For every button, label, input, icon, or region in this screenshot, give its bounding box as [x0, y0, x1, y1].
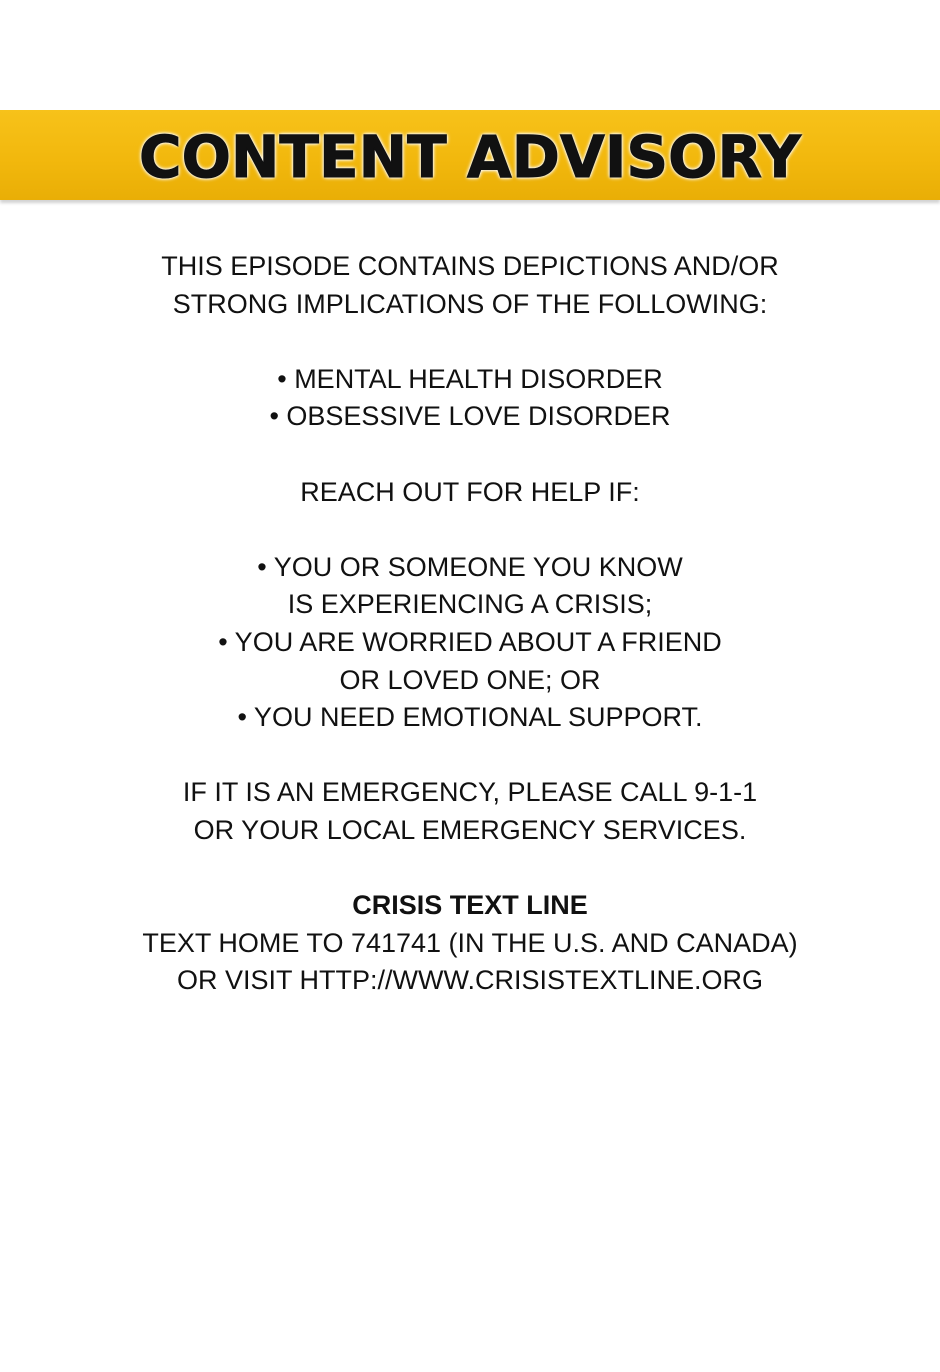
spacer — [0, 323, 940, 361]
spacer — [0, 737, 940, 775]
crisis-text-line-block — [0, 887, 940, 1000]
spacer — [0, 436, 940, 474]
topic-item: • MENTAL HEALTH DISORDER — [277, 363, 663, 394]
help-condition-line: • YOU OR SOMEONE YOU KNOW — [257, 551, 683, 582]
crisis-url: OR VISIT HTTP://WWW.CRISISTEXTLINE.ORG — [176, 965, 764, 996]
help-condition-line: OR LOVED ONE; OR — [339, 664, 601, 695]
spacer — [0, 511, 940, 549]
crisis-heading: CRISIS TEXT LINE — [352, 890, 588, 921]
intro-text — [0, 248, 940, 323]
banner-title: CONTENT ADVISORY — [139, 123, 801, 191]
help-conditions-list — [0, 549, 940, 737]
help-condition-line: • YOU NEED EMOTIONAL SUPPORT. — [237, 702, 703, 733]
emergency-notice — [0, 774, 940, 849]
advisory-content — [0, 248, 940, 1000]
help-condition-line: IS EXPERIENCING A CRISIS; — [287, 589, 653, 620]
intro-line: THIS EPISODE CONTAINS DEPICTIONS AND/OR — [161, 251, 779, 281]
help-condition-line: • YOU ARE WORRIED ABOUT A FRIEND — [218, 626, 722, 657]
intro-line: STRONG IMPLICATIONS OF THE FOLLOWING: — [172, 288, 768, 319]
spacer — [0, 850, 940, 888]
topics-list — [0, 361, 940, 436]
reach-out-heading: REACH OUT FOR HELP IF: — [300, 476, 640, 507]
topic-item: • OBSESSIVE LOVE DISORDER — [269, 401, 671, 432]
emergency-line: OR YOUR LOCAL EMERGENCY SERVICES. — [193, 814, 747, 845]
emergency-line: IF IT IS AN EMERGENCY, PLEASE CALL 9-1-1 — [182, 777, 758, 808]
crisis-instruction: TEXT HOME TO 741741 (IN THE U.S. AND CANADA) — [142, 927, 798, 958]
advisory-banner — [0, 110, 940, 200]
